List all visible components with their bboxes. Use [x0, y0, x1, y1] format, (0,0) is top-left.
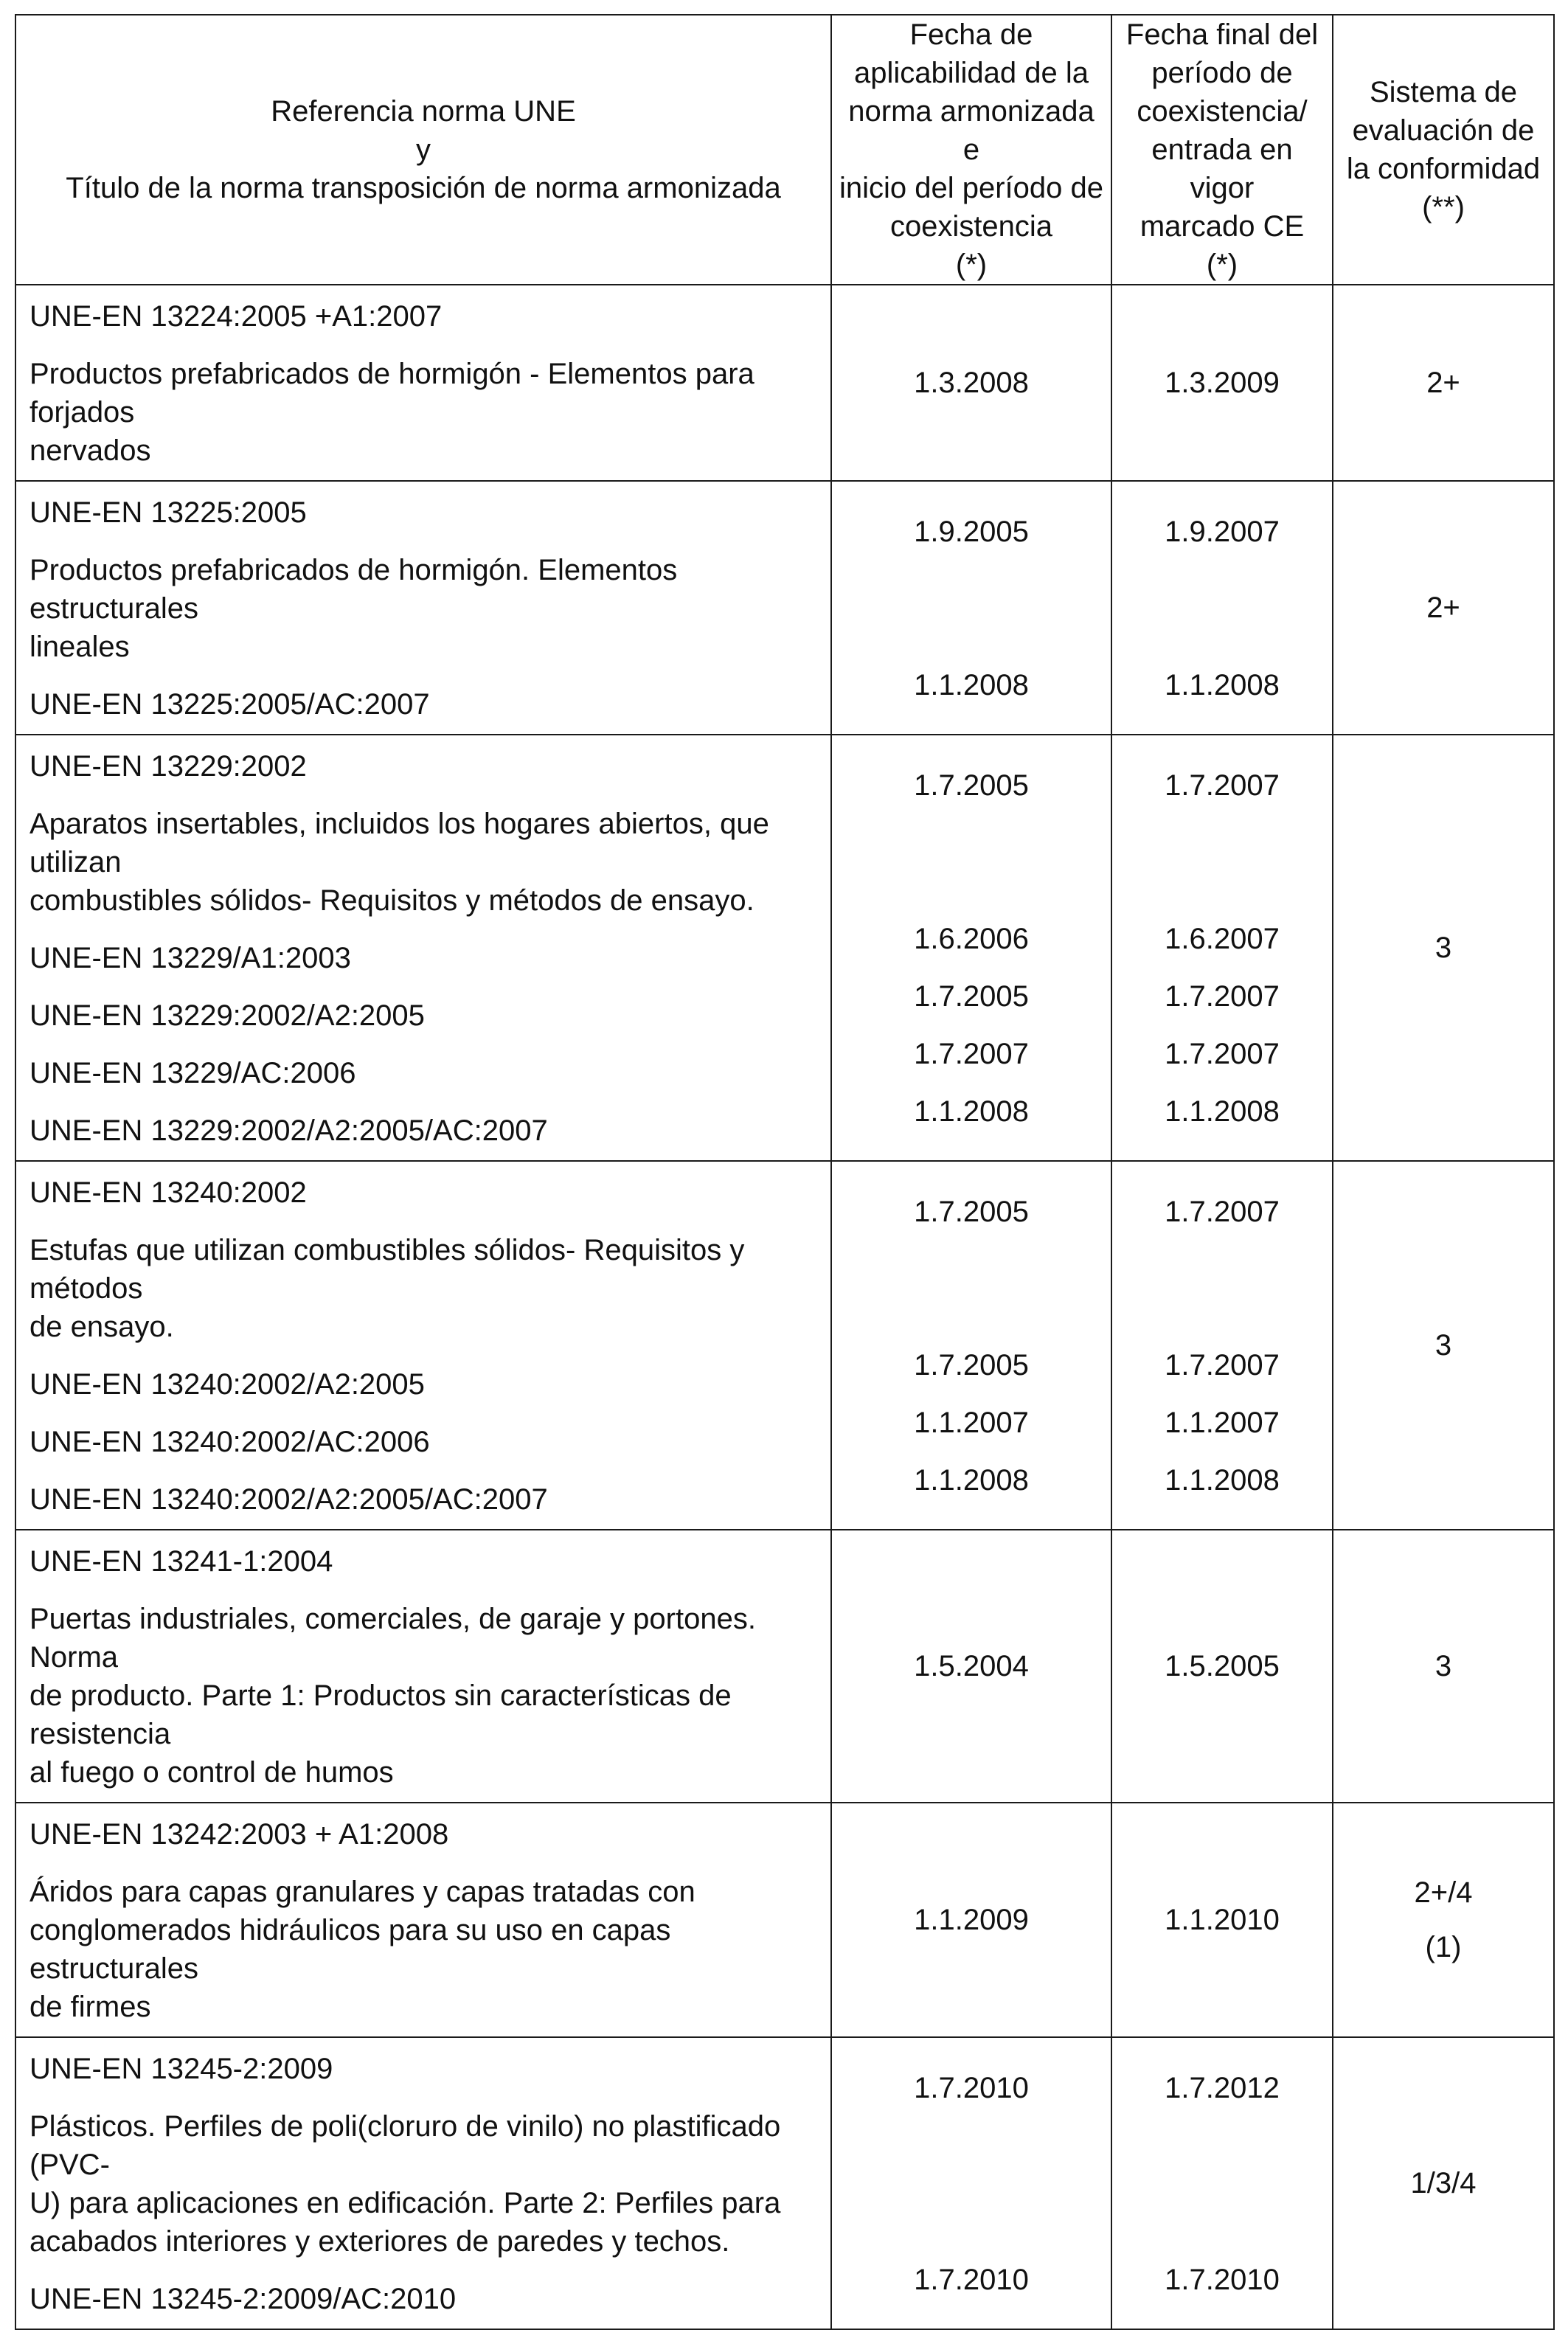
- amendment-reference: UNE-EN 13225:2005/AC:2007: [30, 688, 430, 721]
- coexistence-end-date: 1.1.2010: [1165, 1904, 1280, 1936]
- amendment-applicability-date: 1.1.2008: [914, 1095, 1029, 1128]
- coexistence-end-date: 1.5.2005: [1165, 1650, 1280, 1682]
- reference-cell: [15, 1803, 831, 2037]
- conformity-system-value: 2+: [1426, 367, 1460, 399]
- conformity-system-cell: [1333, 285, 1554, 481]
- conformity-system-value: 1/3/4: [1410, 2167, 1477, 2199]
- header-line: Fecha de: [909, 18, 1033, 51]
- standard-title-line: Productos prefabricados de hormigón - Elementos para forjados: [30, 358, 754, 429]
- conformity-system-value: 3: [1435, 1650, 1452, 1682]
- amendment-coexistence-end-date: 1.1.2008: [1165, 1464, 1280, 1497]
- standard-title-line: Aparatos insertables, incluidos los hogares abiertos, que utilizan: [30, 808, 769, 878]
- header-line: norma armonizada e: [848, 95, 1095, 166]
- coexistence-end-date-cell: [1111, 2037, 1333, 2329]
- reference-cell: [15, 735, 831, 1161]
- header-line: coexistencia: [889, 210, 1053, 243]
- standard-reference: UNE-EN 13225:2005: [30, 496, 307, 529]
- amendment-reference: UNE-EN 13240:2002/A2:2005/AC:2007: [30, 1483, 548, 1516]
- standard-title-line: lineales: [30, 631, 130, 663]
- coexistence-end-date: 1.3.2009: [1165, 367, 1280, 399]
- header-line: la conformidad: [1346, 153, 1541, 185]
- conformity-system-cell: [1333, 481, 1554, 735]
- applicability-date: 1.7.2005: [914, 769, 1029, 802]
- standard-title-line: Estufas que utilizan combustibles sólidos- Requisitos y métodos: [30, 1234, 745, 1305]
- table-row: [15, 1530, 1554, 1803]
- applicability-date-cell: [831, 2037, 1111, 2329]
- header-line: marcado CE: [1139, 210, 1305, 243]
- amendment-applicability-date: 1.6.2006: [914, 923, 1029, 955]
- standard-reference: UNE-EN 13229:2002: [30, 750, 307, 783]
- standard-title-line: Áridos para capas granulares y capas tratadas con: [30, 1876, 695, 1908]
- header-conformity-system: [1333, 15, 1554, 285]
- standard-title-line: acabados interiores y exteriores de paredes y techos.: [30, 2225, 730, 2258]
- conformity-system-cell: [1333, 1530, 1554, 1803]
- amendment-applicability-date: 1.1.2008: [914, 669, 1029, 701]
- applicability-date-cell: [831, 1161, 1111, 1530]
- applicability-date: 1.7.2005: [914, 1196, 1029, 1228]
- coexistence-end-date: 1.7.2012: [1165, 2072, 1280, 2104]
- standard-title-line: U) para aplicaciones en edificación. Parte 2: Perfiles para: [30, 2187, 781, 2219]
- header-line: Fecha final del: [1125, 18, 1319, 51]
- applicability-date: 1.1.2009: [914, 1904, 1029, 1936]
- applicability-date: 1.9.2005: [914, 516, 1029, 548]
- conformity-system-cell: [1333, 735, 1554, 1161]
- conformity-system-cell: [1333, 1803, 1554, 2037]
- coexistence-end-date-cell: [1111, 1803, 1333, 2037]
- standard-title-line: de firmes: [30, 1991, 151, 2023]
- header-line: (*): [1206, 249, 1238, 281]
- conformity-system-value: 3: [1435, 1329, 1452, 1362]
- header-line: Título de la norma transposición de norma armonizada: [66, 172, 781, 204]
- standard-title-line: de ensayo.: [30, 1311, 174, 1343]
- applicability-date: 1.3.2008: [914, 367, 1029, 399]
- coexistence-end-date-cell: [1111, 285, 1333, 481]
- amendment-reference: UNE-EN 13229/A1:2003: [30, 942, 351, 974]
- standard-reference: UNE-EN 13224:2005 +A1:2007: [30, 300, 443, 333]
- reference-cell: [15, 1530, 831, 1803]
- amendment-reference: UNE-EN 13229/AC:2006: [30, 1057, 356, 1089]
- amendment-applicability-date: 1.7.2010: [914, 2264, 1029, 2296]
- reference-cell: [15, 1161, 831, 1530]
- amendment-reference: UNE-EN 13240:2002/A2:2005: [30, 1368, 425, 1401]
- conformity-system-value: (1): [1425, 1931, 1462, 1963]
- amendment-coexistence-end-date: 1.6.2007: [1165, 923, 1280, 955]
- header-applicability-date: [831, 15, 1111, 285]
- conformity-system-cell: [1333, 2037, 1554, 2329]
- standard-title-line: Plásticos. Perfiles de poli(cloruro de vinilo) no plastificado (PVC-: [30, 2110, 781, 2181]
- standard-title-line: combustibles sólidos- Requisitos y métodos de ensayo.: [30, 884, 754, 917]
- header-reference-title: [15, 15, 831, 285]
- amendment-coexistence-end-date: 1.1.2007: [1165, 1407, 1280, 1439]
- header-line: Sistema de: [1369, 76, 1518, 108]
- table-row: [15, 735, 1554, 1161]
- amendment-reference: UNE-EN 13240:2002/AC:2006: [30, 1426, 430, 1458]
- applicability-date-cell: [831, 285, 1111, 481]
- table-row: [15, 285, 1554, 481]
- header-line: (**): [1422, 191, 1465, 223]
- amendment-applicability-date: 1.1.2008: [914, 1464, 1029, 1497]
- standard-reference: UNE-EN 13241-1:2004: [30, 1545, 333, 1578]
- amendment-coexistence-end-date: 1.7.2007: [1165, 1349, 1280, 1381]
- coexistence-end-date-cell: [1111, 1530, 1333, 1803]
- table-row: [15, 2037, 1554, 2329]
- reference-cell: [15, 2037, 831, 2329]
- applicability-date-cell: [831, 481, 1111, 735]
- reference-cell: [15, 481, 831, 735]
- applicability-date-cell: [831, 1803, 1111, 2037]
- header-line: Referencia norma UNE: [271, 95, 576, 128]
- amendment-reference: UNE-EN 13229:2002/A2:2005/AC:2007: [30, 1114, 548, 1147]
- header-coexistence-end-date: [1111, 15, 1333, 285]
- amendment-coexistence-end-date: 1.1.2008: [1165, 669, 1280, 701]
- amendment-coexistence-end-date: 1.1.2008: [1165, 1095, 1280, 1128]
- table-row: [15, 1161, 1554, 1530]
- amendment-reference: UNE-EN 13229:2002/A2:2005: [30, 999, 425, 1032]
- standard-reference: UNE-EN 13245-2:2009: [30, 2053, 333, 2085]
- applicability-date: 1.5.2004: [914, 1650, 1029, 1682]
- standard-title-line: de producto. Parte 1: Productos sin características de resistencia: [30, 1679, 732, 1750]
- standard-title-line: Puertas industriales, comerciales, de garaje y portones. Norma: [30, 1603, 756, 1674]
- coexistence-end-date: 1.9.2007: [1165, 516, 1280, 548]
- table-row: [15, 481, 1554, 735]
- standard-reference: UNE-EN 13240:2002: [30, 1176, 307, 1209]
- reference-cell: [15, 285, 831, 481]
- standard-title-line: nervados: [30, 434, 151, 467]
- header-line: evaluación de: [1352, 114, 1535, 147]
- coexistence-end-date-cell: [1111, 1161, 1333, 1530]
- standard-reference: UNE-EN 13242:2003 + A1:2008: [30, 1818, 449, 1851]
- header-line: entrada en vigor: [1151, 134, 1293, 204]
- coexistence-end-date: 1.7.2007: [1165, 1196, 1280, 1228]
- table-row: [15, 1803, 1554, 2037]
- standard-title-line: al fuego o control de humos: [30, 1756, 394, 1789]
- amendment-coexistence-end-date: 1.7.2007: [1165, 1038, 1280, 1070]
- amendment-coexistence-end-date: 1.7.2007: [1165, 980, 1280, 1013]
- standards-table: [15, 14, 1555, 2330]
- header-line: inicio del período de: [839, 172, 1104, 204]
- amendment-applicability-date: 1.7.2005: [914, 980, 1029, 1013]
- conformity-system-value: 3: [1435, 932, 1452, 964]
- applicability-date: 1.7.2010: [914, 2072, 1029, 2104]
- header-line: aplicabilidad de la: [853, 57, 1089, 89]
- applicability-date-cell: [831, 1530, 1111, 1803]
- amendment-applicability-date: 1.7.2005: [914, 1349, 1029, 1381]
- table-header-row: [15, 15, 1554, 285]
- standard-title-line: Productos prefabricados de hormigón. Elementos estructurales: [30, 554, 678, 625]
- header-line: período de: [1151, 57, 1293, 89]
- header-line: y: [416, 134, 431, 166]
- conformity-system-value: 2+/4: [1414, 1876, 1473, 1909]
- coexistence-end-date-cell: [1111, 735, 1333, 1161]
- coexistence-end-date: 1.7.2007: [1165, 769, 1280, 802]
- amendment-applicability-date: 1.1.2007: [914, 1407, 1029, 1439]
- header-line: (*): [955, 249, 988, 281]
- header-line: coexistencia/: [1137, 95, 1308, 128]
- amendment-coexistence-end-date: 1.7.2010: [1165, 2264, 1280, 2296]
- applicability-date-cell: [831, 735, 1111, 1161]
- amendment-applicability-date: 1.7.2007: [914, 1038, 1029, 1070]
- coexistence-end-date-cell: [1111, 481, 1333, 735]
- standard-title-line: conglomerados hidráulicos para su uso en capas estructurales: [30, 1914, 671, 1985]
- amendment-reference: UNE-EN 13245-2:2009/AC:2010: [30, 2283, 457, 2315]
- conformity-system-value: 2+: [1426, 592, 1460, 624]
- conformity-system-cell: [1333, 1161, 1554, 1530]
